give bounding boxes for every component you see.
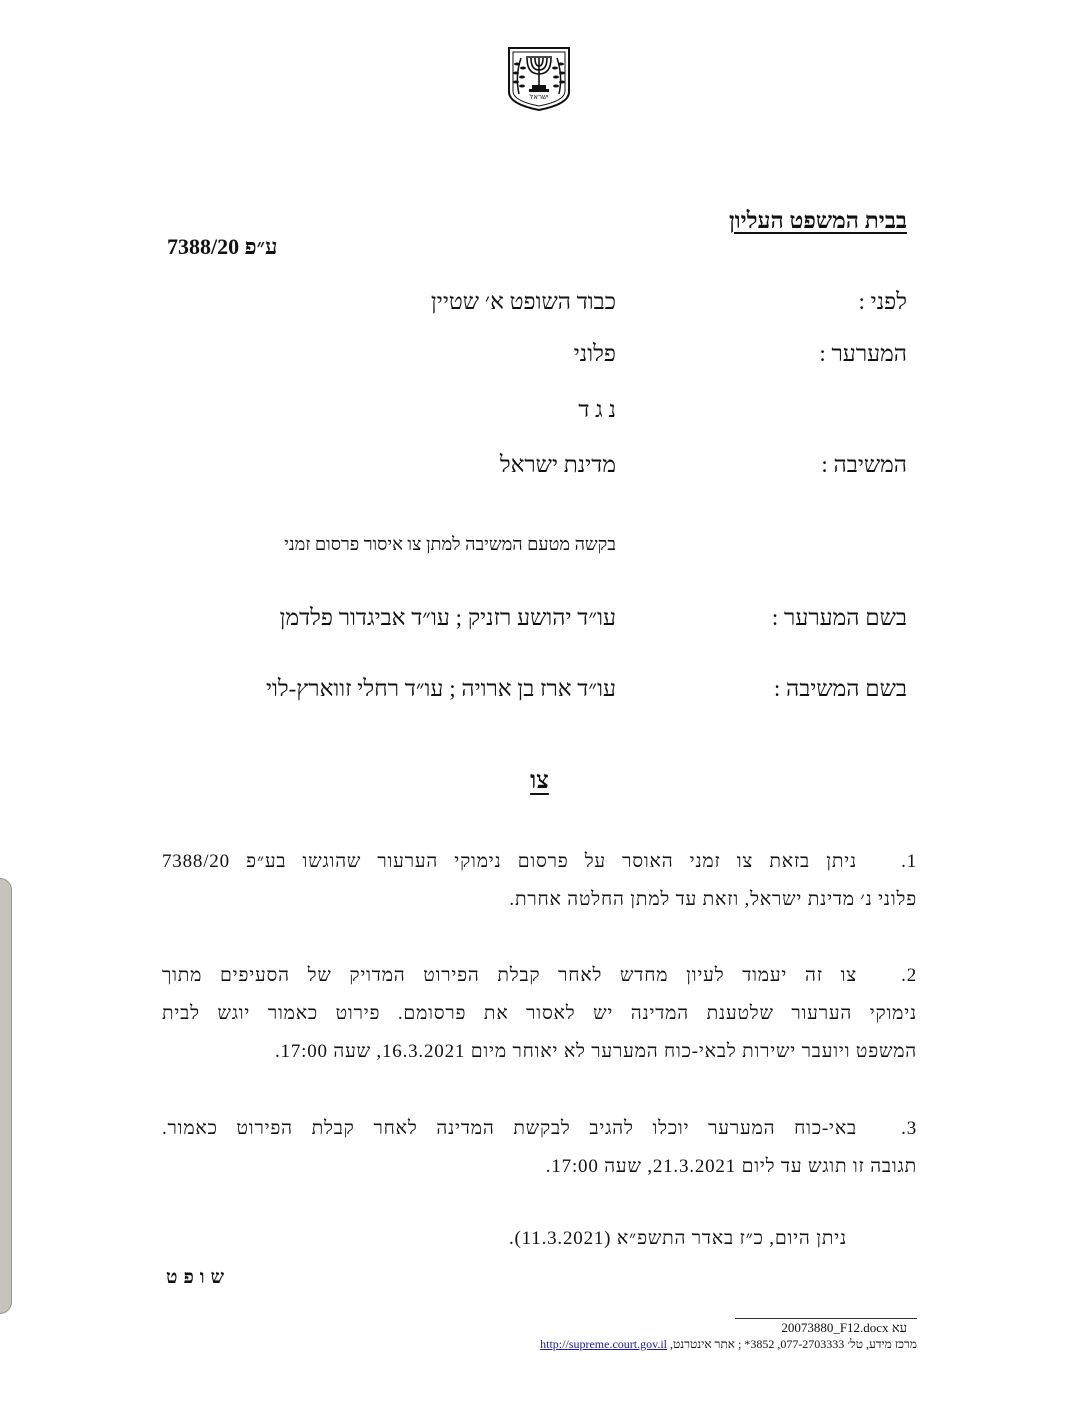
judge-signature: שופט [166,1267,231,1288]
versus-text: נ ג ד [578,397,616,422]
request-description: בקשה מטעם המשיבה למתן צו איסור פרסום זמני [284,534,616,554]
paragraph-text: צו זה יעמוד לעיון מחדש לאחר קבלת הפירוט המדויק של הסעיפים מתוך [162,965,857,986]
respondent-label: המשיבה : [821,452,907,477]
appellant-counsel: עו״ד יהושע רזניק ; עו״ד אביגדור פלדמן [279,605,616,630]
before-label: לפני : [858,289,907,314]
appellant-label: המערער : [819,341,907,366]
footer-contact-text: מרכז מידע, טל׳ 077-2703333, 3852* ; אתר אינטרנט, [667,1337,917,1351]
footer-divider [735,1318,917,1319]
menorah-emblem-icon [505,46,573,112]
paragraph-number: 1. [901,851,917,872]
paragraph-text: תגובה זו תוגש עד ליום 21.3.2021, שעה 17:00. [545,1156,917,1177]
respondent-counsel: עו״ד ארז בן ארויה ; עו״ד רחלי זווארץ-לוי [265,676,616,701]
respondent-name: מדינת ישראל [499,452,616,477]
order-title: צו [530,768,549,794]
judge-name: כבוד השופט א׳ שטיין [430,289,616,314]
svg-text:ישראל: ישראל [529,93,549,101]
case-number: ע״פ 7388/20 [167,234,278,259]
given-date: ניתן היום, כ״ז באדר התשפ״א (11.3.2021). [508,1228,847,1249]
appellant-counsel-label: בשם המערער : [771,605,907,630]
order-paragraph-1 [162,843,917,919]
paragraph-number: 3. [901,1118,917,1139]
footer-info [540,1337,917,1352]
paragraph-text: המשפט ויועבר ישירות לבאי-כוח המערער לא יאוחר מיום 16.3.2021, שעה 17:00. [274,1041,917,1062]
court-title: בבית המשפט העליון [728,208,907,233]
appellant-name: פלוני [573,341,616,366]
paragraph-text: באי-כוח המערער יוכלו להגיב לבקשת המדינה לאחר קבלת הפירוט כאמור. [162,1118,857,1139]
order-paragraph-2 [162,957,917,1071]
order-paragraph-3 [162,1110,917,1186]
paragraph-text: ניתן בזאת צו זמני האוסר על פרסום נימוקי הערעור שהוגשו בע״פ 7388/20 [162,851,857,872]
court-website-link[interactable]: http://supreme.court.gov.il [540,1337,668,1351]
paragraph-text: נימוקי הערעור שלטענת המדינה יש לאסור את פרסומם. פירוט כאמור יוגש לבית [162,1003,917,1024]
respondent-counsel-label: בשם המשיבה : [773,676,907,701]
paragraph-number: 2. [901,965,917,986]
side-scroll-tab[interactable] [0,878,12,1314]
footer-file-name: 20073880_F12.docx עא [781,1320,907,1335]
paragraph-text: פלוני נ׳ מדינת ישראל, וזאת עד למתן החלטה אחרת. [509,889,917,910]
